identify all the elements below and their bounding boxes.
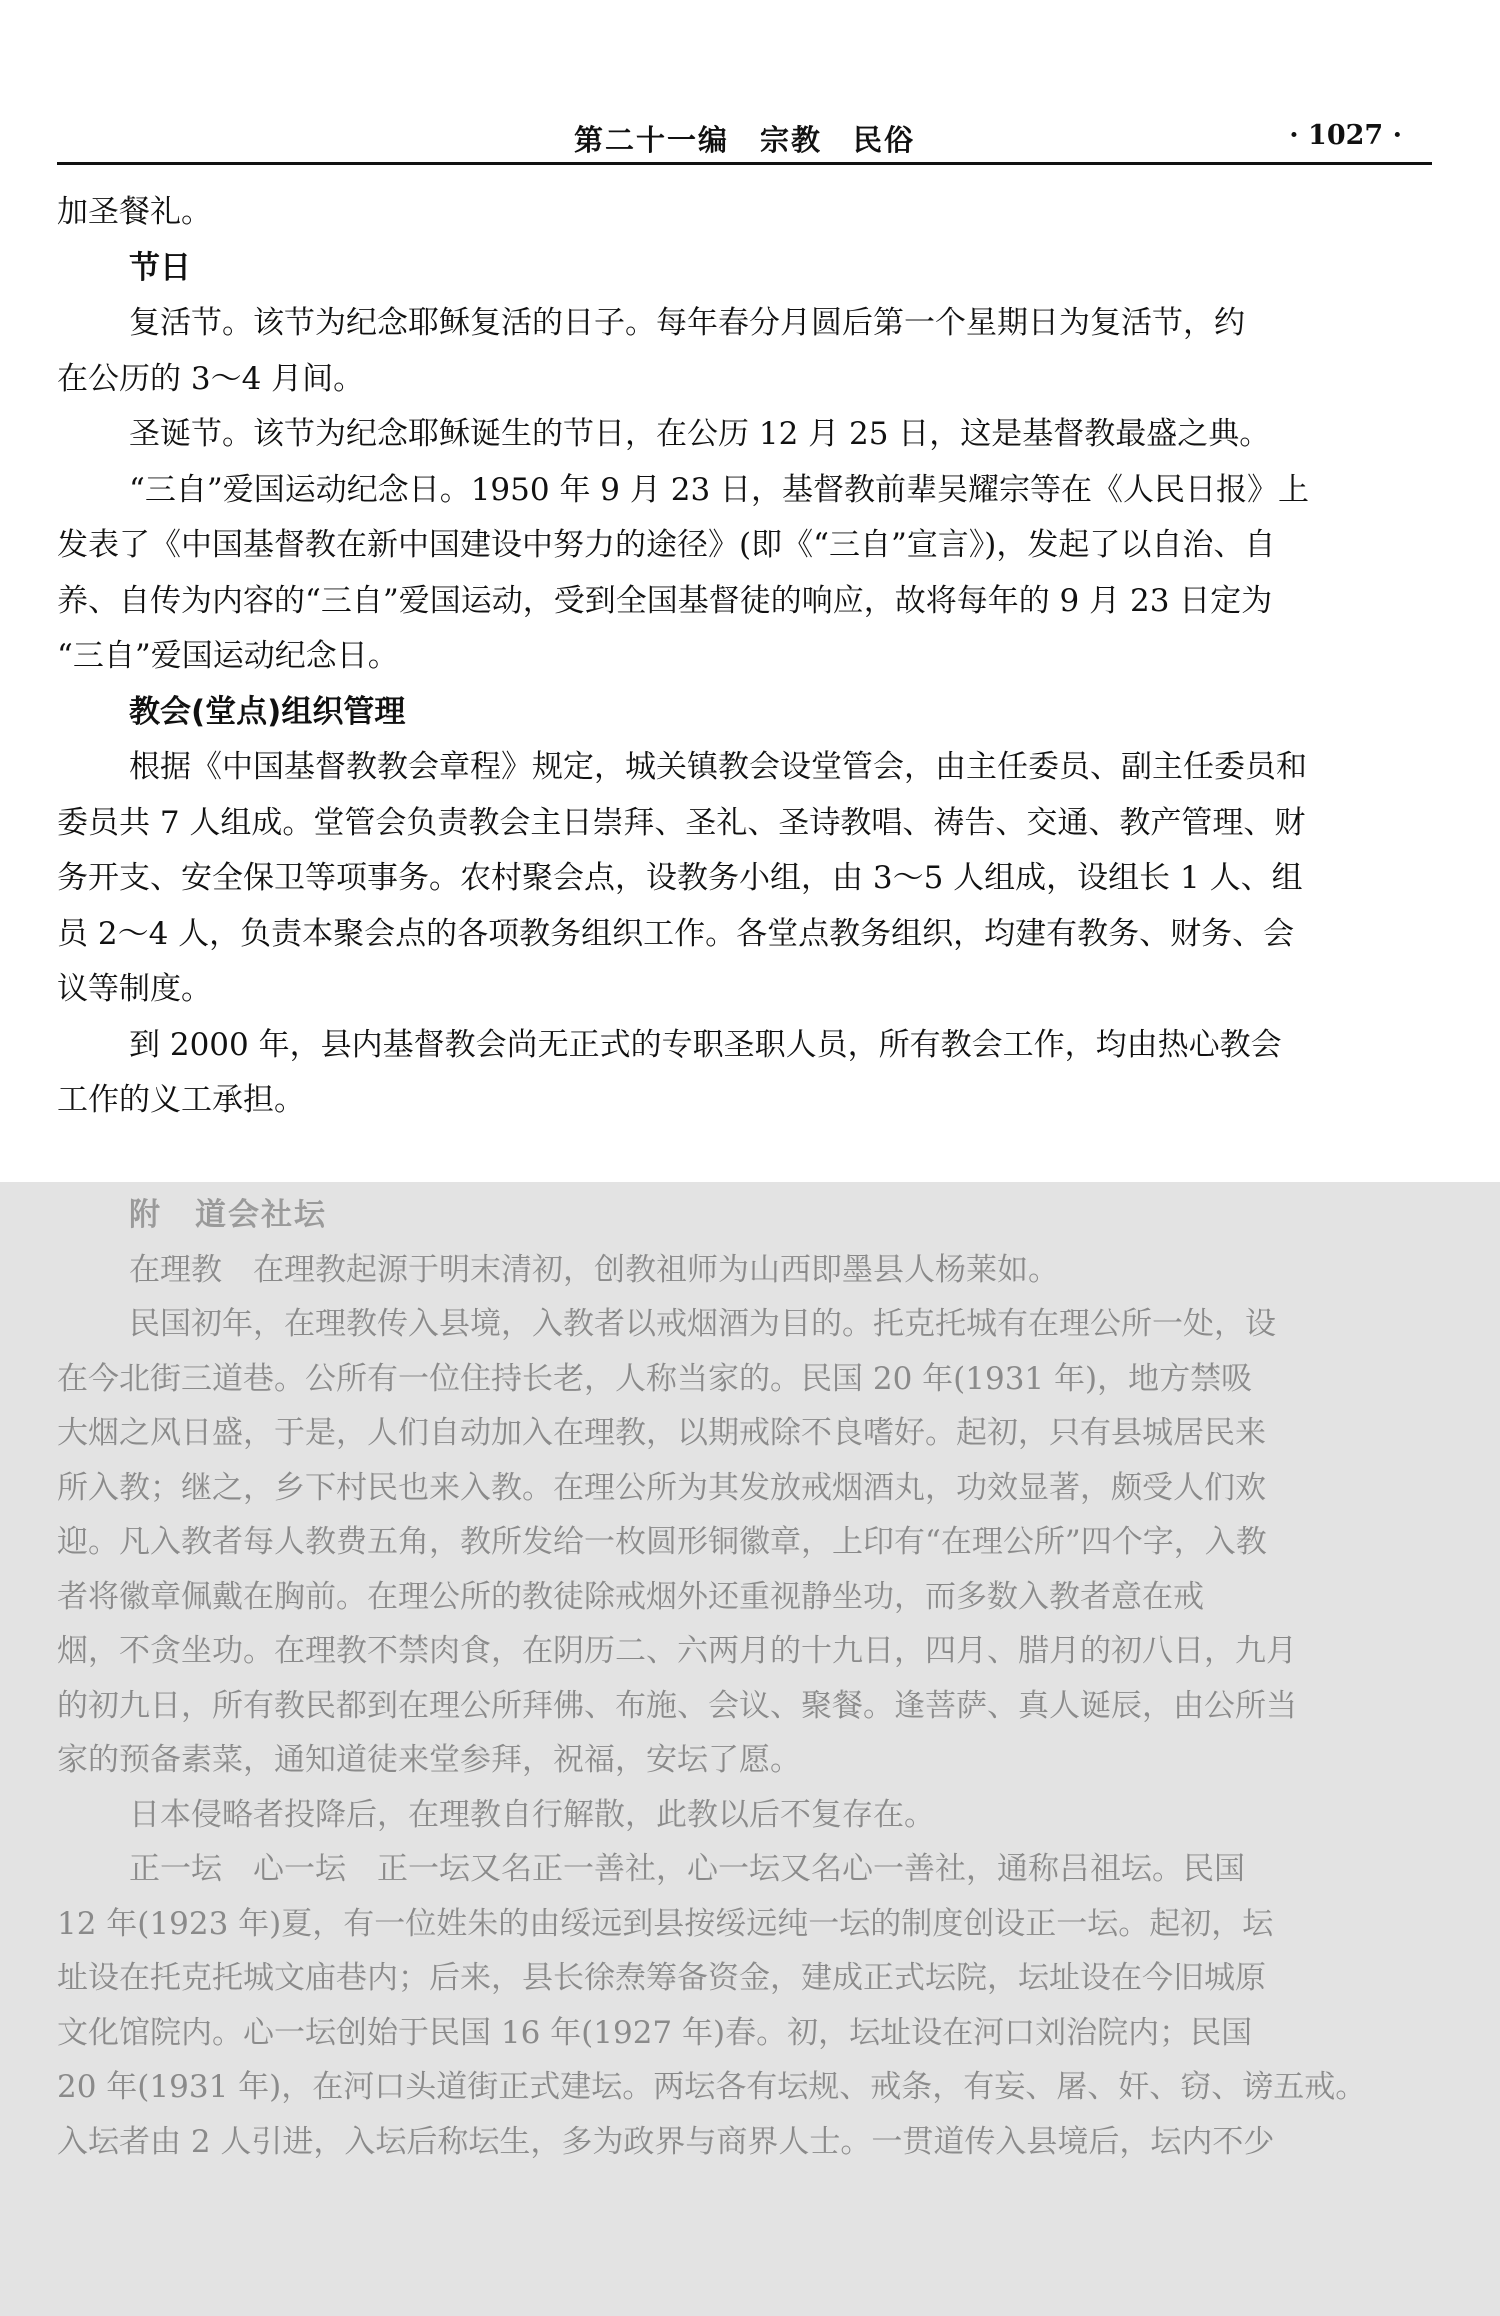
text-line: 入坛者由 2 人引进，入坛后称坛生，多为政界与商界人士。一贯道传入县境后，坛内不少 <box>57 2123 1275 2160</box>
text-line: 民国初年，在理教传入县境，入教者以戒烟酒为目的。托克托城有在理公所一处，设 <box>129 1306 1276 1342</box>
text-line: 圣诞节。该节为纪念耶稣诞生的节日，在公历 12 月 25 日，这是基督教最盛之典。 <box>129 416 1271 452</box>
text-line: 议等制度。 <box>57 971 212 1007</box>
text-line: 在今北街三道巷。公所有一位住持长老，人称当家的。民国 20 年(1931 年)，地方禁吸 <box>57 1360 1253 1397</box>
text-line: 加圣餐礼。 <box>57 194 212 230</box>
appendix-text <box>57 1188 1432 2169</box>
page-number: · 1027 · <box>1289 120 1402 151</box>
main-text <box>57 185 1432 1129</box>
text-line: 员 2～4 人，负责本聚会点的各项教务组织工作。各堂点教务组织，均建有教务、财务、会 <box>57 915 1295 952</box>
text-line: 大烟之风日盛，于是，人们自动加入在理教，以期戒除不良嗜好。起初，只有县城居民来 <box>57 1415 1266 1451</box>
text-line: 委员共 7 人组成。堂管会负责教会主日崇拜、圣礼、圣诗教唱、祷告、交通、教产管理、财 <box>57 804 1306 841</box>
text-line: 所入教；继之，乡下村民也来入教。在理公所为其发放戒烟酒丸，功效显著，颇受人们欢 <box>57 1469 1266 1506</box>
text-line: 址设在托克托城文庙巷内；后来，县长徐焘筹备资金，建成正式坛院，坛址设在今旧城原 <box>57 1960 1266 1996</box>
section-title: 第二十一编 宗教 民俗 <box>573 123 915 157</box>
text-line: 20 年(1931 年)，在河口头道街正式建坛。两坛各有坛规、戒条，有妄、屠、奸、窃、谤五戒。 <box>57 2069 1367 2105</box>
section-heading: 节日 <box>129 249 191 286</box>
text-line: 正一坛 心一坛 正一坛又名正一善社，心一坛又名心一善社，通称吕祖坛。民国 <box>129 1851 1245 1887</box>
text-line: 到 2000 年，县内基督教会尚无正式的专职圣职人员，所有教会工作，均由热心教会 <box>129 1026 1282 1063</box>
text-line: 在理教 在理教起源于明末清初，创教祖师为山西即墨县人杨莱如。 <box>129 1251 1059 1288</box>
text-line: 者将徽章佩戴在胸前。在理公所的教徒除戒烟外还重视静坐功，而多数入教者意在戒 <box>57 1578 1204 1615</box>
text-line: 日本侵略者投降后，在理教自行解散，此教以后不复存在。 <box>129 1796 935 1833</box>
text-line: 务开支、安全保卫等项事务。农村聚会点，设教务小组，由 3～5 人组成，设组长 1 人、组 <box>57 860 1303 896</box>
text-line: 12 年(1923 年)夏，有一位姓朱的由绥远到县按绥远纯一坛的制度创设正一坛。起初，坛 <box>57 1905 1274 1942</box>
text-line: “三自”爱国运动纪念日。1950 年 9 月 23 日，基督教前辈吴耀宗等在《人民日报》上 <box>129 471 1310 508</box>
text-line: 烟，不贪坐功。在理教不禁肉食，在阴历二、六两月的十九日，四月、腊月的初八日，九月 <box>57 1633 1297 1669</box>
text-line: “三自”爱国运动纪念日。 <box>57 638 399 674</box>
text-line: 复活节。该节为纪念耶稣复活的日子。每年春分月圆后第一个星期日为复活节，约 <box>129 305 1245 341</box>
text-line: 迎。凡入教者每人教费五角，教所发给一枚圆形铜徽章，上印有“在理公所”四个字，入教 <box>57 1524 1267 1560</box>
text-line: 工作的义工承担。 <box>57 1082 305 1118</box>
section-heading: 附 道会社坛 <box>129 1197 327 1233</box>
text-line: 的初九日，所有教民都到在理公所拜佛、布施、会议、聚餐。逢菩萨、真人诞辰，由公所当 <box>57 1687 1297 1724</box>
text-line: 发表了《中国基督教在新中国建设中努力的途径》(即《“三自”宣言》)，发起了以自治、自 <box>57 527 1276 563</box>
text-line: 养、自传为内容的“三自”爱国运动，受到全国基督徒的响应，故将每年的 9 月 23 日定为 <box>57 582 1273 619</box>
section-heading: 教会(堂点)组织管理 <box>129 693 406 730</box>
text-line: 根据《中国基督教教会章程》规定，城关镇教会设堂管会，由主任委员、副主任委员和 <box>129 749 1307 785</box>
text-line: 在公历的 3～4 月间。 <box>57 360 365 397</box>
text-line: 家的预备素菜，通知道徒来堂参拜，祝福，安坛了愿。 <box>57 1742 801 1778</box>
page-header <box>57 112 1432 165</box>
text-line: 文化馆院内。心一坛创始于民国 16 年(1927 年)春。初，坛址设在河口刘治院内；民国 <box>57 2014 1253 2051</box>
